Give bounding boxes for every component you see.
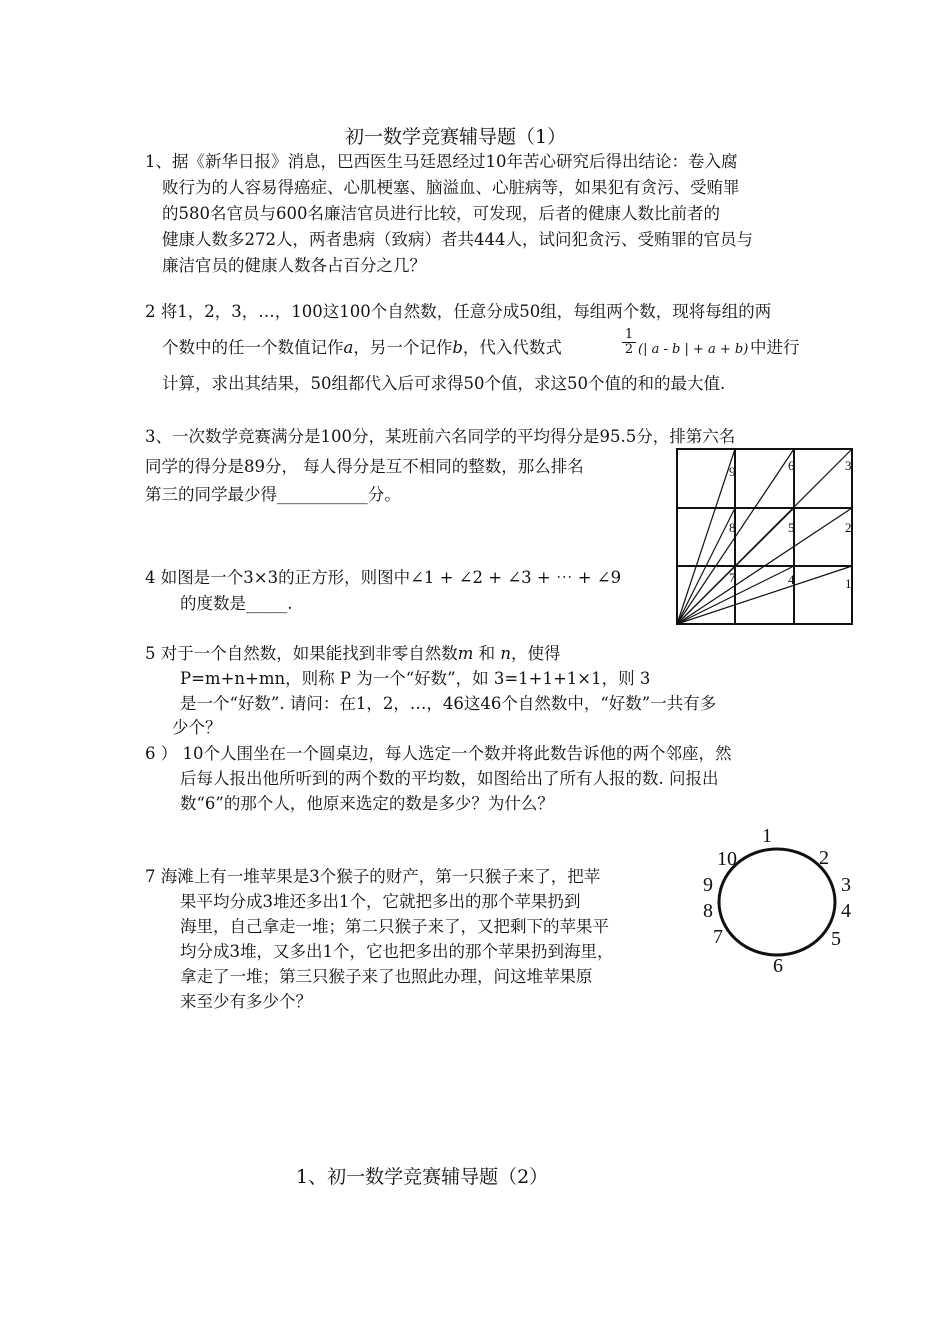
q5-line bbox=[145, 643, 561, 665]
seat-label: 10 bbox=[717, 848, 737, 870]
circle-figure bbox=[695, 818, 875, 978]
section-title-2: 1、初一数学竞赛辅导题（2） bbox=[296, 1166, 549, 1188]
q6-line: 后每人报出他所听到的两个数的平均数，如图给出了所有人报的数. 问报出 bbox=[180, 769, 719, 788]
q2-text: ，代入代数式 bbox=[462, 338, 562, 357]
seat-label: 5 bbox=[831, 928, 841, 950]
q1-line: 的580名官员与600名廉洁官员进行比较，可发现，后者的健康人数比前者的 bbox=[162, 204, 720, 223]
q5-line: P=m+n+mn，则称 P 为一个“好数”，如 3=1+1+1×1，则 3 bbox=[180, 669, 651, 688]
q2-text: 个数中的任一个数值记作 bbox=[162, 338, 344, 357]
q1-line: 廉洁官员的健康人数各占百分之几？ bbox=[162, 256, 426, 275]
q2-line: 2 将1，2，3，…，100这100个自然数，任意分成50组，每组两个数，现将每组的两 bbox=[145, 302, 772, 321]
q3-line: 3、一次数学竞赛满分是100分，某班前六名同学的平均得分是95.5分，排第六名 bbox=[145, 427, 736, 446]
angle-label: 9 bbox=[729, 464, 736, 479]
seat-label: 3 bbox=[841, 874, 851, 896]
seat-label: 2 bbox=[819, 847, 829, 869]
var-a: a bbox=[343, 338, 354, 357]
q7-line: 拿走了一堆；第三只猴子来了也照此办理，问这堆苹果原 bbox=[180, 967, 593, 986]
seat-label: 4 bbox=[841, 900, 851, 922]
q2-line bbox=[162, 337, 562, 359]
var-b: b bbox=[452, 338, 463, 357]
var-n: n bbox=[500, 644, 512, 663]
fraction-denominator: 2 bbox=[622, 342, 636, 357]
q6-line: 6 ） 10个人围坐在一个圆桌边，每人选定一个数并将此数告诉他的两个邻座，然 bbox=[145, 744, 732, 763]
angle-label: 2 bbox=[845, 520, 852, 535]
q1-line: 健康人数多272人，两者患病（致病）者共444人，试问犯贪污、受贿罪的官员与 bbox=[162, 230, 753, 249]
fraction bbox=[622, 328, 636, 357]
q7-line: 均分成3堆，又多出1个，它也把多出的那个苹果扔到海里， bbox=[180, 942, 614, 961]
q5-line: 少个？ bbox=[172, 718, 222, 737]
q5-text: 和 bbox=[478, 644, 496, 663]
q7-line: 7 海滩上有一堆苹果是3个猴子的财产，第一只猴子来了，把苹 bbox=[145, 867, 601, 886]
angle-label: 8 bbox=[729, 520, 736, 535]
q1-line: 败行为的人容易得癌症、心肌梗塞、脑溢血、心脏病等，如果犯有贪污、受贿罪 bbox=[162, 178, 740, 197]
q4-line: 的度数是_____. bbox=[180, 594, 293, 613]
q5-text: ，使得 bbox=[511, 644, 561, 663]
angle-label: 1 bbox=[845, 576, 852, 591]
seat-label: 8 bbox=[703, 900, 713, 922]
q2-line: 中进行 bbox=[750, 338, 800, 357]
q2-line: 计算，求出其结果，50组都代入后可求得50个值，求这50个值的和的最大值. bbox=[162, 374, 726, 393]
seat-label: 1 bbox=[762, 825, 772, 847]
angle-label: 6 bbox=[788, 458, 795, 473]
q3-line: 同学的得分是89分， 每人得分是互不相同的整数，那么排名 bbox=[145, 457, 584, 476]
angle-label: 3 bbox=[845, 458, 852, 473]
q4-line: 4 如图是一个3×3的正方形，则图中∠1 + ∠2 + ∠3 + ⋯ + ∠9 bbox=[145, 568, 622, 587]
angle-label: 4 bbox=[788, 572, 795, 587]
var-m: m bbox=[457, 644, 474, 663]
seat-label: 6 bbox=[773, 955, 783, 977]
q7-line: 果平均分成3堆还多出1个，它就把多出的那个苹果扔到 bbox=[180, 892, 581, 911]
angle-label: 5 bbox=[788, 520, 795, 535]
q2-text: ，另一个记作 bbox=[353, 338, 453, 357]
page-title: 初一数学竞赛辅导题（1） bbox=[345, 126, 567, 148]
q7-line: 海里，自己拿走一堆；第二只猴子来了，又把剩下的苹果平 bbox=[180, 917, 609, 936]
q5-text: 5 对于一个自然数，如果能找到非零自然数 bbox=[145, 644, 458, 663]
q5-line: 是一个“好数”. 请问：在1，2，…，46这46个自然数中，“好数”一共有多 bbox=[180, 694, 717, 713]
q3-line: 第三的同学最少得___________分。 bbox=[145, 485, 401, 504]
q7-line: 来至少有多少个？ bbox=[180, 992, 312, 1011]
seat-label: 7 bbox=[713, 926, 723, 948]
angle-label: 7 bbox=[729, 570, 736, 585]
q1-line: 1、据《新华日报》消息，巴西医生马廷恩经过10年苦心研究后得出结论：卷入腐 bbox=[145, 152, 738, 171]
fraction-numerator: 1 bbox=[624, 327, 634, 342]
expression: (| a - b | + a + b) bbox=[638, 342, 749, 357]
grid-figure bbox=[670, 446, 860, 636]
q6-line: 数“6”的那个人，他原来选定的数是多少？为什么？ bbox=[180, 794, 554, 813]
seat-label: 9 bbox=[703, 874, 713, 896]
